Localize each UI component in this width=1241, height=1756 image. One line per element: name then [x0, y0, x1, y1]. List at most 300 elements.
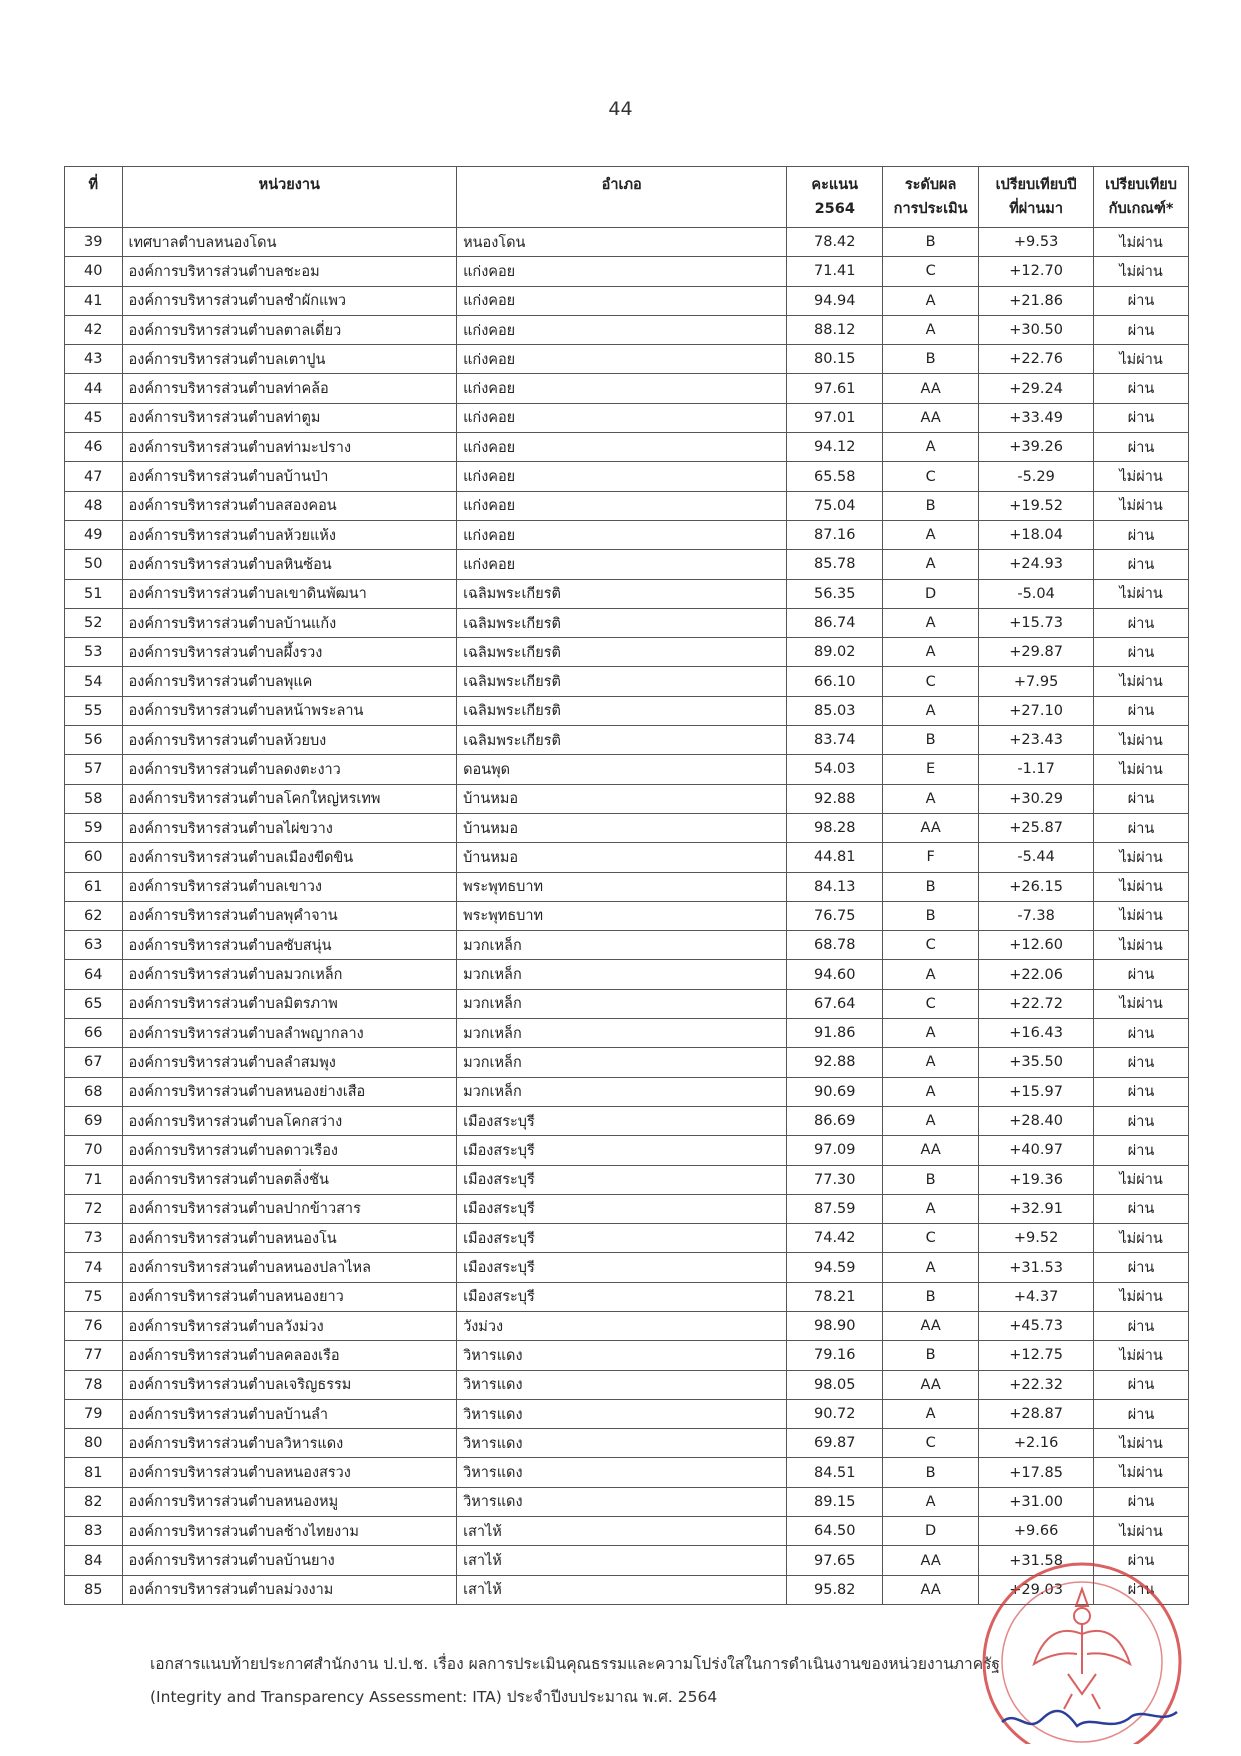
row-level: C	[883, 462, 979, 491]
table-row	[65, 1077, 1189, 1106]
row-score: 80.15	[787, 345, 883, 374]
row-level: F	[883, 843, 979, 872]
table-row	[65, 1311, 1189, 1340]
row-district: วิหารแดง	[457, 1399, 787, 1428]
row-level: B	[883, 872, 979, 901]
row-district: วิหารแดง	[457, 1370, 787, 1399]
row-level: A	[883, 1106, 979, 1135]
row-no: 48	[65, 491, 123, 520]
row-score: 88.12	[787, 315, 883, 344]
row-no: 77	[65, 1341, 123, 1370]
table-row	[65, 1282, 1189, 1311]
header-level-line1: ระดับผล	[904, 177, 957, 193]
table-row	[65, 433, 1189, 462]
table-row	[65, 315, 1189, 344]
row-compare-prev: +12.75	[979, 1341, 1094, 1370]
row-score: 78.21	[787, 1282, 883, 1311]
row-compare-criteria: ไม่ผ่าน	[1094, 345, 1189, 374]
row-agency: องค์การบริหารส่วนตำบลหินซ้อน	[122, 550, 457, 579]
row-level: A	[883, 638, 979, 667]
row-compare-prev: +39.26	[979, 433, 1094, 462]
row-score: 71.41	[787, 257, 883, 286]
header-score-line1: คะแนน	[811, 177, 859, 193]
row-no: 71	[65, 1165, 123, 1194]
row-compare-prev: +24.93	[979, 550, 1094, 579]
row-no: 58	[65, 784, 123, 813]
row-no: 69	[65, 1106, 123, 1135]
row-district: มวกเหล็ก	[457, 960, 787, 989]
row-compare-criteria: ผ่าน	[1094, 638, 1189, 667]
row-agency: องค์การบริหารส่วนตำบลบ้านยาง	[122, 1546, 457, 1575]
row-compare-prev: +18.04	[979, 520, 1094, 549]
row-level: B	[883, 901, 979, 930]
row-level: A	[883, 960, 979, 989]
row-level: A	[883, 315, 979, 344]
header-no: ที่	[65, 167, 123, 228]
row-level: A	[883, 1487, 979, 1516]
row-agency: องค์การบริหารส่วนตำบลหนองโน	[122, 1224, 457, 1253]
header-agency: หน่วยงาน	[122, 167, 457, 228]
row-no: 57	[65, 755, 123, 784]
row-compare-criteria: ผ่าน	[1094, 1048, 1189, 1077]
row-score: 92.88	[787, 1048, 883, 1077]
row-district: เมืองสระบุรี	[457, 1282, 787, 1311]
row-district: พระพุทธบาท	[457, 901, 787, 930]
row-score: 78.42	[787, 228, 883, 257]
row-level: AA	[883, 403, 979, 432]
row-compare-criteria: ผ่าน	[1094, 1253, 1189, 1282]
row-compare-prev: +17.85	[979, 1458, 1094, 1487]
row-district: เฉลิมพระเกียรติ	[457, 696, 787, 725]
row-score: 85.78	[787, 550, 883, 579]
row-no: 68	[65, 1077, 123, 1106]
row-no: 76	[65, 1311, 123, 1340]
row-agency: องค์การบริหารส่วนตำบลหนองยาว	[122, 1282, 457, 1311]
row-agency: องค์การบริหารส่วนตำบลปากข้าวสาร	[122, 1194, 457, 1223]
row-district: แก่งคอย	[457, 462, 787, 491]
row-compare-prev: +31.00	[979, 1487, 1094, 1516]
row-no: 45	[65, 403, 123, 432]
row-no: 46	[65, 433, 123, 462]
row-district: เสาไห้	[457, 1517, 787, 1546]
row-score: 87.16	[787, 520, 883, 549]
row-score: 94.59	[787, 1253, 883, 1282]
row-no: 41	[65, 286, 123, 315]
header-level	[883, 167, 979, 228]
row-compare-criteria: ไม่ผ่าน	[1094, 579, 1189, 608]
header-score	[787, 167, 883, 228]
row-compare-prev: +22.72	[979, 989, 1094, 1018]
page-number: 44	[608, 98, 633, 120]
row-compare-criteria: ไม่ผ่าน	[1094, 667, 1189, 696]
row-compare-prev: +30.29	[979, 784, 1094, 813]
row-compare-criteria: ผ่าน	[1094, 550, 1189, 579]
row-compare-criteria: ผ่าน	[1094, 1311, 1189, 1340]
row-level: C	[883, 667, 979, 696]
row-level: B	[883, 345, 979, 374]
row-district: เฉลิมพระเกียรติ	[457, 579, 787, 608]
row-level: AA	[883, 1546, 979, 1575]
row-no: 80	[65, 1429, 123, 1458]
row-agency: องค์การบริหารส่วนตำบลชำผักแพว	[122, 286, 457, 315]
row-score: 98.90	[787, 1311, 883, 1340]
table-row	[65, 726, 1189, 755]
table-row	[65, 1136, 1189, 1165]
table-row	[65, 1165, 1189, 1194]
table-row	[65, 638, 1189, 667]
row-compare-criteria: ไม่ผ่าน	[1094, 462, 1189, 491]
row-compare-criteria: ผ่าน	[1094, 784, 1189, 813]
row-compare-prev: +26.15	[979, 872, 1094, 901]
table-row	[65, 1106, 1189, 1135]
row-compare-prev: +31.53	[979, 1253, 1094, 1282]
row-agency: องค์การบริหารส่วนตำบลเมืองขีดขิน	[122, 843, 457, 872]
row-score: 68.78	[787, 931, 883, 960]
row-no: 51	[65, 579, 123, 608]
row-compare-criteria: ผ่าน	[1094, 286, 1189, 315]
header-compare-prev-line2: ที่ผ่านมา	[1009, 201, 1064, 217]
row-district: ดอนพุด	[457, 755, 787, 784]
table-row	[65, 345, 1189, 374]
row-agency: องค์การบริหารส่วนตำบลพุคำจาน	[122, 901, 457, 930]
row-district: แก่งคอย	[457, 315, 787, 344]
row-district: เมืองสระบุรี	[457, 1165, 787, 1194]
row-agency: องค์การบริหารส่วนตำบลดงตะงาว	[122, 755, 457, 784]
row-district: แก่งคอย	[457, 374, 787, 403]
row-level: B	[883, 1341, 979, 1370]
row-no: 75	[65, 1282, 123, 1311]
row-compare-prev: +21.86	[979, 286, 1094, 315]
row-compare-prev: +25.87	[979, 813, 1094, 842]
row-compare-criteria: ไม่ผ่าน	[1094, 1282, 1189, 1311]
row-compare-prev: +35.50	[979, 1048, 1094, 1077]
header-district: อำเภอ	[457, 167, 787, 228]
row-agency: องค์การบริหารส่วนตำบลหนองย่างเสือ	[122, 1077, 457, 1106]
table-row	[65, 1429, 1189, 1458]
table-row	[65, 228, 1189, 257]
row-district: มวกเหล็ก	[457, 1019, 787, 1048]
row-compare-criteria: ผ่าน	[1094, 813, 1189, 842]
row-no: 85	[65, 1575, 123, 1604]
table-row	[65, 1370, 1189, 1399]
row-agency: องค์การบริหารส่วนตำบลบ้านป่า	[122, 462, 457, 491]
row-compare-prev: +29.03	[979, 1575, 1094, 1604]
row-compare-prev: +45.73	[979, 1311, 1094, 1340]
row-compare-criteria: ไม่ผ่าน	[1094, 1224, 1189, 1253]
row-no: 42	[65, 315, 123, 344]
row-compare-criteria: ไม่ผ่าน	[1094, 901, 1189, 930]
row-district: เมืองสระบุรี	[457, 1106, 787, 1135]
row-district: แก่งคอย	[457, 257, 787, 286]
row-agency: องค์การบริหารส่วนตำบลตาลเดี่ยว	[122, 315, 457, 344]
footer-line-2: (Integrity and Transparency Assessment: ITA) ประจำปีงบประมาณ พ.ศ. 2564	[150, 1688, 718, 1706]
row-no: 50	[65, 550, 123, 579]
row-score: 65.58	[787, 462, 883, 491]
row-compare-criteria: ผ่าน	[1094, 1546, 1189, 1575]
row-score: 74.42	[787, 1224, 883, 1253]
row-compare-criteria: ผ่าน	[1094, 696, 1189, 725]
table-row	[65, 960, 1189, 989]
row-level: C	[883, 1224, 979, 1253]
row-level: B	[883, 491, 979, 520]
row-level: C	[883, 989, 979, 1018]
row-compare-prev: +9.53	[979, 228, 1094, 257]
row-compare-criteria: ไม่ผ่าน	[1094, 1429, 1189, 1458]
table-row	[65, 550, 1189, 579]
row-no: 82	[65, 1487, 123, 1516]
row-agency: องค์การบริหารส่วนตำบลวิหารแดง	[122, 1429, 457, 1458]
row-district: บ้านหมอ	[457, 843, 787, 872]
row-agency: องค์การบริหารส่วนตำบลลำพญากลาง	[122, 1019, 457, 1048]
table-row	[65, 1487, 1189, 1516]
row-agency: องค์การบริหารส่วนตำบลท่าคล้อ	[122, 374, 457, 403]
row-compare-prev: +12.70	[979, 257, 1094, 286]
row-compare-criteria: ผ่าน	[1094, 1399, 1189, 1428]
row-district: เสาไห้	[457, 1546, 787, 1575]
row-agency: องค์การบริหารส่วนตำบลพุแค	[122, 667, 457, 696]
row-district: มวกเหล็ก	[457, 1077, 787, 1106]
row-compare-prev: +28.40	[979, 1106, 1094, 1135]
row-no: 81	[65, 1458, 123, 1487]
row-no: 65	[65, 989, 123, 1018]
row-score: 69.87	[787, 1429, 883, 1458]
row-no: 47	[65, 462, 123, 491]
row-level: A	[883, 286, 979, 315]
row-level: AA	[883, 374, 979, 403]
row-level: A	[883, 784, 979, 813]
row-compare-prev: +40.97	[979, 1136, 1094, 1165]
row-district: เมืองสระบุรี	[457, 1194, 787, 1223]
row-no: 40	[65, 257, 123, 286]
row-compare-criteria: ไม่ผ่าน	[1094, 1517, 1189, 1546]
header-compare-prev	[979, 167, 1094, 228]
row-no: 64	[65, 960, 123, 989]
table-row	[65, 1458, 1189, 1487]
row-compare-criteria: ผ่าน	[1094, 1575, 1189, 1604]
table-row	[65, 1224, 1189, 1253]
row-score: 95.82	[787, 1575, 883, 1604]
row-compare-criteria: ผ่าน	[1094, 1194, 1189, 1223]
row-compare-prev: +30.50	[979, 315, 1094, 344]
table-row	[65, 696, 1189, 725]
row-compare-prev: +31.58	[979, 1546, 1094, 1575]
row-compare-criteria: ไม่ผ่าน	[1094, 872, 1189, 901]
table-row	[65, 901, 1189, 930]
row-agency: องค์การบริหารส่วนตำบลมิตรภาพ	[122, 989, 457, 1018]
header-compare-prev-line1: เปรียบเทียบปี	[995, 177, 1077, 193]
row-agency: องค์การบริหารส่วนตำบลโคกใหญ่หรเทพ	[122, 784, 457, 813]
row-level: A	[883, 1019, 979, 1048]
row-level: AA	[883, 1575, 979, 1604]
row-score: 89.15	[787, 1487, 883, 1516]
row-level: A	[883, 1077, 979, 1106]
row-score: 98.28	[787, 813, 883, 842]
row-agency: องค์การบริหารส่วนตำบลท่ามะปราง	[122, 433, 457, 462]
table-row	[65, 931, 1189, 960]
row-level: A	[883, 520, 979, 549]
row-score: 67.64	[787, 989, 883, 1018]
row-score: 90.69	[787, 1077, 883, 1106]
row-no: 43	[65, 345, 123, 374]
row-agency: องค์การบริหารส่วนตำบลหน้าพระลาน	[122, 696, 457, 725]
row-agency: องค์การบริหารส่วนตำบลคลองเรือ	[122, 1341, 457, 1370]
row-agency: องค์การบริหารส่วนตำบลเขาดินพัฒนา	[122, 579, 457, 608]
table-row	[65, 843, 1189, 872]
row-compare-prev: +29.87	[979, 638, 1094, 667]
row-score: 75.04	[787, 491, 883, 520]
row-compare-criteria: ผ่าน	[1094, 403, 1189, 432]
row-score: 97.01	[787, 403, 883, 432]
row-compare-prev: +32.91	[979, 1194, 1094, 1223]
footer-line-1: เอกสารแนบท้ายประกาศสำนักงาน ป.ป.ช. เรื่อง ผลการประเมินคุณธรรมและความโปร่งใสในการดำเนินงานของหน่วยงานภาครัฐ	[150, 1655, 1000, 1673]
row-agency: เทศบาลตำบลหนองโดน	[122, 228, 457, 257]
row-level: D	[883, 579, 979, 608]
row-score: 79.16	[787, 1341, 883, 1370]
row-level: C	[883, 257, 979, 286]
row-agency: องค์การบริหารส่วนตำบลบ้านแก้ง	[122, 608, 457, 637]
row-compare-prev: +28.87	[979, 1399, 1094, 1428]
row-no: 83	[65, 1517, 123, 1546]
row-agency: องค์การบริหารส่วนตำบลวังม่วง	[122, 1311, 457, 1340]
row-agency: องค์การบริหารส่วนตำบลเขาวง	[122, 872, 457, 901]
table-row	[65, 286, 1189, 315]
row-no: 56	[65, 726, 123, 755]
row-district: วิหารแดง	[457, 1341, 787, 1370]
row-compare-criteria: ไม่ผ่าน	[1094, 491, 1189, 520]
header-compare-criteria-line1: เปรียบเทียบ	[1105, 177, 1177, 193]
row-score: 76.75	[787, 901, 883, 930]
row-district: มวกเหล็ก	[457, 989, 787, 1018]
row-level: A	[883, 1399, 979, 1428]
row-compare-prev: +22.06	[979, 960, 1094, 989]
row-district: วิหารแดง	[457, 1458, 787, 1487]
row-no: 59	[65, 813, 123, 842]
row-level: AA	[883, 1136, 979, 1165]
row-agency: องค์การบริหารส่วนตำบลมวกเหล็ก	[122, 960, 457, 989]
row-score: 94.12	[787, 433, 883, 462]
table-row	[65, 1019, 1189, 1048]
table-row	[65, 374, 1189, 403]
row-no: 62	[65, 901, 123, 930]
row-no: 61	[65, 872, 123, 901]
row-district: แก่งคอย	[457, 491, 787, 520]
row-level: A	[883, 550, 979, 579]
table-row	[65, 1341, 1189, 1370]
row-compare-criteria: ไม่ผ่าน	[1094, 726, 1189, 755]
row-compare-criteria: ผ่าน	[1094, 1106, 1189, 1135]
row-compare-criteria: ผ่าน	[1094, 315, 1189, 344]
row-agency: องค์การบริหารส่วนตำบลโคกสว่าง	[122, 1106, 457, 1135]
row-level: B	[883, 1282, 979, 1311]
row-compare-criteria: ผ่าน	[1094, 1370, 1189, 1399]
row-score: 54.03	[787, 755, 883, 784]
row-level: AA	[883, 1311, 979, 1340]
row-agency: องค์การบริหารส่วนตำบลบ้านลำ	[122, 1399, 457, 1428]
row-district: เมืองสระบุรี	[457, 1136, 787, 1165]
row-compare-prev: +7.95	[979, 667, 1094, 696]
row-district: วังม่วง	[457, 1311, 787, 1340]
header-level-line2: การประเมิน	[893, 201, 968, 217]
row-agency: องค์การบริหารส่วนตำบลเตาปูน	[122, 345, 457, 374]
row-no: 52	[65, 608, 123, 637]
row-no: 67	[65, 1048, 123, 1077]
table-header-row	[65, 167, 1189, 228]
row-compare-criteria: ไม่ผ่าน	[1094, 755, 1189, 784]
row-district: เสาไห้	[457, 1575, 787, 1604]
row-no: 74	[65, 1253, 123, 1282]
row-compare-criteria: ผ่าน	[1094, 520, 1189, 549]
row-district: เมืองสระบุรี	[457, 1224, 787, 1253]
row-compare-criteria: ไม่ผ่าน	[1094, 931, 1189, 960]
row-district: แก่งคอย	[457, 433, 787, 462]
row-compare-criteria: ไม่ผ่าน	[1094, 228, 1189, 257]
table-row	[65, 755, 1189, 784]
table-row	[65, 1399, 1189, 1428]
row-level: D	[883, 1517, 979, 1546]
row-compare-prev: +9.66	[979, 1517, 1094, 1546]
row-district: เฉลิมพระเกียรติ	[457, 726, 787, 755]
row-compare-criteria: ผ่าน	[1094, 1077, 1189, 1106]
row-compare-prev: -5.04	[979, 579, 1094, 608]
row-compare-prev: -5.44	[979, 843, 1094, 872]
row-agency: องค์การบริหารส่วนตำบลสองคอน	[122, 491, 457, 520]
row-compare-prev: +4.37	[979, 1282, 1094, 1311]
footer	[150, 1648, 1150, 1714]
row-compare-criteria: ไม่ผ่าน	[1094, 989, 1189, 1018]
row-agency: องค์การบริหารส่วนตำบลลำสมพุง	[122, 1048, 457, 1077]
row-score: 94.60	[787, 960, 883, 989]
table-row	[65, 257, 1189, 286]
header-score-line2: 2564	[814, 201, 855, 217]
row-compare-prev: +27.10	[979, 696, 1094, 725]
table-row	[65, 403, 1189, 432]
row-district: วิหารแดง	[457, 1429, 787, 1458]
table-row	[65, 989, 1189, 1018]
row-level: AA	[883, 1370, 979, 1399]
row-compare-criteria: ผ่าน	[1094, 374, 1189, 403]
row-compare-prev: +16.43	[979, 1019, 1094, 1048]
row-district: บ้านหมอ	[457, 784, 787, 813]
row-compare-prev: +22.32	[979, 1370, 1094, 1399]
row-score: 84.51	[787, 1458, 883, 1487]
row-level: A	[883, 1253, 979, 1282]
table-row	[65, 1048, 1189, 1077]
row-agency: องค์การบริหารส่วนตำบลห้วยแห้ง	[122, 520, 457, 549]
ita-results-table	[64, 166, 1189, 1605]
row-no: 60	[65, 843, 123, 872]
table-row	[65, 1575, 1189, 1604]
row-no: 44	[65, 374, 123, 403]
row-score: 56.35	[787, 579, 883, 608]
row-agency: องค์การบริหารส่วนตำบลหนองหมู	[122, 1487, 457, 1516]
row-agency: องค์การบริหารส่วนตำบลดาวเรือง	[122, 1136, 457, 1165]
row-compare-criteria: ไม่ผ่าน	[1094, 1458, 1189, 1487]
row-score: 64.50	[787, 1517, 883, 1546]
row-level: A	[883, 433, 979, 462]
row-compare-prev: +15.97	[979, 1077, 1094, 1106]
row-score: 77.30	[787, 1165, 883, 1194]
row-level: A	[883, 1048, 979, 1077]
row-district: เมืองสระบุรี	[457, 1253, 787, 1282]
row-score: 97.61	[787, 374, 883, 403]
row-district: บ้านหมอ	[457, 813, 787, 842]
row-district: เฉลิมพระเกียรติ	[457, 667, 787, 696]
row-compare-prev: +22.76	[979, 345, 1094, 374]
row-district: เฉลิมพระเกียรติ	[457, 638, 787, 667]
row-agency: องค์การบริหารส่วนตำบลม่วงงาม	[122, 1575, 457, 1604]
row-compare-criteria: ผ่าน	[1094, 608, 1189, 637]
table-row	[65, 813, 1189, 842]
